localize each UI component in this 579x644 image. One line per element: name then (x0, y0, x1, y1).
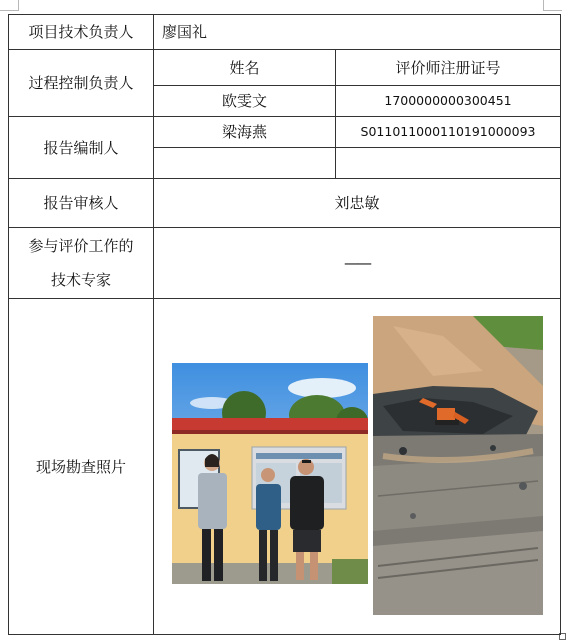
experts-value: —— (154, 228, 561, 299)
table-row (9, 179, 561, 228)
experts-label-line2: 技术专家 (50, 271, 111, 289)
experts-label (9, 228, 154, 299)
compiler-name: 梁海燕 (154, 117, 336, 148)
table-row (9, 50, 561, 86)
table-row (9, 15, 561, 50)
corner-mark-top-right (543, 0, 562, 11)
site-photo-quarry (373, 316, 543, 615)
compiler-name-2 (154, 148, 336, 179)
process-lead-name: 欧雯文 (154, 86, 336, 117)
process-lead-cert: 1700000000300451 (336, 86, 561, 117)
site-photo-quarry-image (373, 316, 543, 615)
table-row (9, 228, 561, 299)
site-photo-people-image (172, 363, 368, 584)
tech-lead-label: 项目技术负责人 (9, 15, 154, 50)
process-lead-label: 过程控制负责人 (9, 50, 154, 117)
compiler-cert-2 (336, 148, 561, 179)
reviewer-name: 刘忠敏 (154, 179, 561, 228)
experts-label-line1: 参与评价工作的 (28, 237, 134, 255)
photos-label: 现场勘查照片 (9, 299, 154, 635)
compiler-label: 报告编制人 (9, 117, 154, 179)
site-photo-people (172, 363, 368, 584)
reviewer-label: 报告审核人 (9, 179, 154, 228)
compiler-cert: S011011000110191000093 (336, 117, 561, 148)
column-header-cert: 评价师注册证号 (336, 50, 561, 86)
table-row (9, 117, 561, 148)
tech-lead-name: 廖国礼 (154, 15, 561, 50)
column-header-name: 姓名 (154, 50, 336, 86)
corner-mark-top-left (0, 0, 19, 11)
